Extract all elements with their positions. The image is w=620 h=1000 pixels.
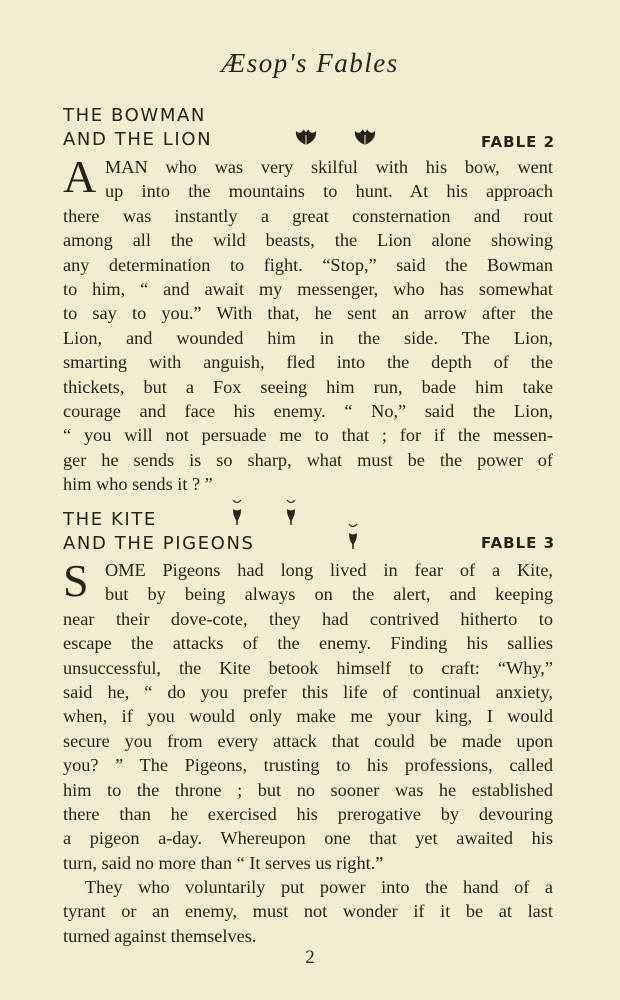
text-line: turn, said no more than “ It serves us right.”: [63, 852, 384, 873]
text-line: to say to you.” With that, he sent an arrow after the: [63, 303, 553, 324]
fable2-title-line2: AND THE LION: [63, 129, 213, 150]
text-line: unsuccessful, the Kite betook himself to craft: “Why,”: [63, 657, 553, 678]
fable2-title-line1: THE BOWMAN: [63, 105, 206, 126]
fable2-dropcap: A: [63, 151, 97, 202]
text-line: escape the attacks of the enemy. Finding his sallies: [63, 633, 553, 654]
text-line: courage and face his enemy. “ No,” said the Lion,: [63, 400, 553, 421]
text-line: secure you from every attack that could be made upon: [63, 730, 553, 751]
tulip-icon: [345, 521, 361, 551]
text-line: to him, “ and await my messenger, who has somewhat: [63, 278, 553, 299]
text-line: ger he sends is so sharp, what must be the power of: [63, 449, 553, 470]
fable2-label: FABLE 2: [481, 133, 556, 151]
moral-line: turned against themselves.: [63, 925, 257, 946]
fable3-label: FABLE 3: [481, 534, 556, 552]
moral-line: tyrant or an enemy, must not wonder if it be at last: [63, 901, 553, 922]
fable3-title-line2: AND THE PIGEONS: [63, 533, 255, 554]
text-line: but by being always on the alert, and keeping: [105, 584, 553, 605]
text-line: “ you will not persuade me to that ; for if the messen-: [63, 425, 553, 446]
text-line: up into the mountains to hunt. At his approach: [105, 181, 553, 202]
text-line: smarting with anguish, fled into the depth of the: [63, 352, 553, 373]
fable2-title: [63, 104, 212, 152]
text-line: Lion, and wounded him in the side. The Lion,: [63, 327, 553, 348]
text-line: OME Pigeons had long lived in fear of a Kite,: [105, 560, 553, 580]
text-line: a pigeon a-day. Whereupon one that yet awaited his: [63, 828, 553, 849]
text-line: any determination to fight. “Stop,” said the Bowman: [63, 254, 553, 275]
text-line: when, if you would only make me your king, I would: [63, 706, 553, 727]
fable2-body: [63, 151, 553, 496]
vine-leaf-icon: [293, 127, 319, 147]
text-line: said he, “ do you prefer this life of continual anxiety,: [63, 681, 553, 702]
text-line: there than he exercised his prerogative by devouring: [63, 803, 553, 824]
text-line: near their dove-cote, they had contrived hitherto to: [63, 608, 553, 629]
fable3-dropcap: S: [63, 555, 89, 606]
text-line: you? ” The Pigeons, trusting to his professions, called: [63, 755, 553, 776]
fable3-title-line1: THE KITE: [63, 509, 157, 530]
text-line: among all the wild beasts, the Lion alone showing: [63, 230, 553, 251]
text-line: there was instantly a great consternation and rout: [63, 205, 553, 226]
moral-line: They who voluntarily put power into the hand of a: [85, 877, 553, 898]
text-line: him to the throne ; but no sooner was he established: [63, 779, 553, 800]
text-line: thickets, but a Fox seeing him run, bade him take: [63, 376, 553, 397]
text-line: him who sends it ? ”: [63, 474, 213, 495]
tulip-icon: [229, 497, 245, 527]
fable3-title: [63, 508, 255, 556]
tulip-icon: [283, 497, 299, 527]
vine-leaf-icon: [352, 127, 378, 147]
running-head: Æsop's Fables: [221, 48, 399, 78]
page-number: 2: [305, 947, 315, 968]
fable3-body: [63, 555, 553, 948]
text-line: MAN who was very skilful with his bow, went: [105, 157, 553, 177]
